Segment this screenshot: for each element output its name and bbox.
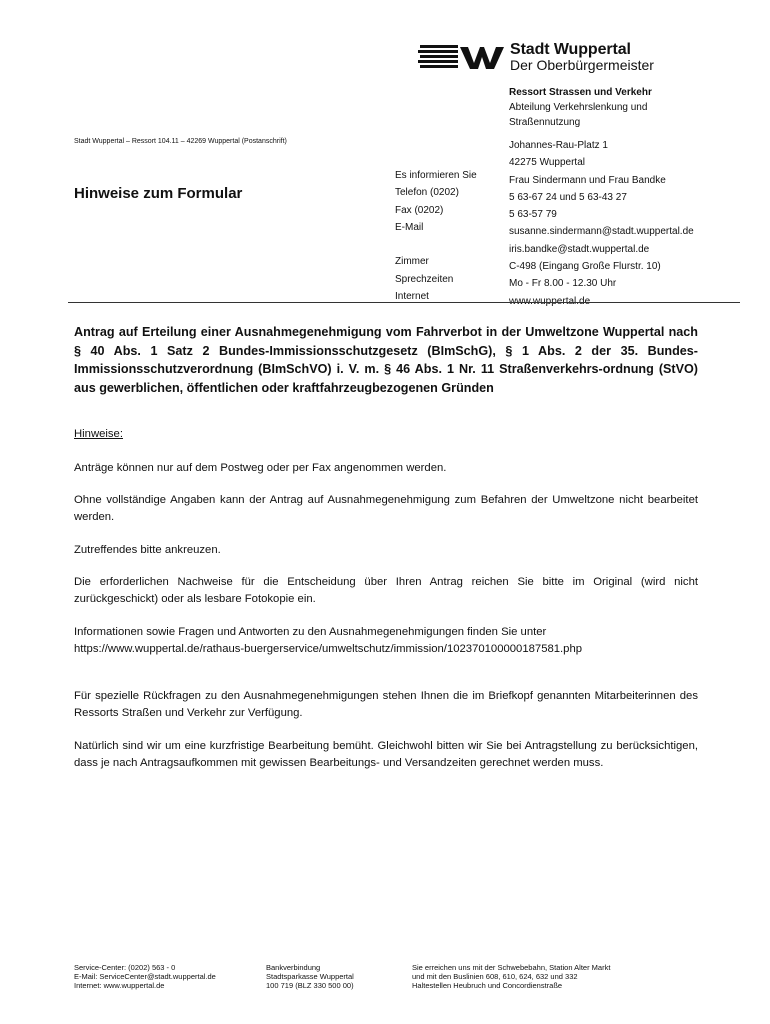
paragraph: Zutreffendes bitte ankreuzen. [74,544,221,556]
phone-number: 5 63-67 24 und 5 63-43 27 [509,191,627,203]
contact-labels [395,167,477,305]
fax-number: 5 63-57 79 [509,209,557,221]
contact-label: Es informieren Sie [395,170,477,181]
paragraph: Für spezielle Rückfragen zu den Ausnahmegenehmigungen stehen Ihnen die im Briefkopf genannten Mitarbeiterinnen des Ressorts Straßen und Verkehr zur Verfügung. [74,690,698,719]
document-title: Antrag auf Erteilung einer Ausnahmegenehmigung vom Fahrverbot in der Umweltzone Wuppertal nach § 40 Abs. 1 Satz 2 Bundes-Immissionsschutzgesetz (BImSchG), § 1 Abs. 2 der 35. Bundes-Immissionsschutzverordnung (BImSchVO) i. V. m. § 46 Abs. 1 Nr. 11 Straßenverkehrs-ordnung (StVO) aus gewerblichen, öffentlichen oder kraftfahrzeugbezogenen Gründen [74,325,698,395]
contact-label [395,236,477,253]
contact-label: Zimmer [395,256,429,268]
department-block [509,85,739,130]
paragraph: Ohne vollständige Angaben kann der Antrag auf Ausnahmegenehmigung zum Befahren der Umweltzone nicht bearbeitet werden. [74,494,698,523]
notes-heading: Hinweise: [74,428,123,440]
footer-line: Service-Center: (0202) 563 - 0 [74,963,176,972]
website-link[interactable]: www.wuppertal.de [509,295,591,307]
department-name: Ressort Strassen und Verkehr [509,87,652,98]
contact-label: Fax (0202) [395,204,444,216]
footer-line: Internet: www.wuppertal.de [74,981,165,990]
footer-line: und mit den Buslinien 608, 610, 624, 632 und 332 [412,972,578,981]
address-street: Johannes-Rau-Platz 1 [509,140,608,151]
room: C-498 (Eingang Große Flurstr. 10) [509,261,661,273]
contact-persons: Frau Sindermann und Frau Bandke [509,174,666,186]
department-line: Abteilung Verkehrslenkung und [509,102,648,113]
paragraph: Die erforderlichen Nachweise für die Entscheidung über Ihren Antrag reichen Sie bitte im Original (wird nicht zurückgeschickt) oder als lesbare Fotokopie ein. [74,576,698,605]
paragraph: Anträge können nur auf dem Postweg oder per Fax angenommen werden. [74,462,447,474]
contact-label: E-Mail [395,221,424,233]
contact-label: Telefon (0202) [395,187,459,199]
email-link[interactable]: susanne.sindermann@stadt.wuppertal.de [509,226,694,238]
contact-label: Sprechzeiten [395,273,454,285]
email-link[interactable]: iris.bandke@stadt.wuppertal.de [509,243,650,255]
wuppertal-logo-icon [418,43,506,71]
paragraph-with-link[interactable]: Informationen sowie Fragen und Antworten zu den Ausnahmegenehmigungen finden Sie unter https://www.wuppertal.de/rathaus-buergerservice/umweltschutz/immission/102370100000187581.php [74,626,583,655]
footer-bank [266,963,354,990]
paragraph: Natürlich sind wir um eine kurzfristige Bearbeitung bemüht. Gleichwohl bitten wir Sie bei Antragstellung zu berücksichtigen, dass je nach Antragsaufkommen mit gewissen Bearbeitungs- und Versandzeiten gerechnet werden muss. [74,740,698,769]
postal-address: Stadt Wuppertal – Ressort 104.11 – 42269 Wuppertal (Postanschrift) [74,138,287,145]
logo-subtitle: Der Oberbürgermeister [510,57,654,73]
footer-service-center [74,963,216,990]
footer-line: Bankverbindung [266,963,321,972]
contact-label: Internet [395,291,429,303]
form-title: Hinweise zum Formular [74,185,243,202]
footer-line: 100 719 (BLZ 330 500 00) [266,981,354,990]
footer-line: Haltestellen Heubruch und Concordienstraße [412,981,563,990]
footer-directions [412,963,610,990]
header-divider [68,302,740,303]
footer-line: Stadtsparkasse Wuppertal [266,972,354,981]
contact-values [509,137,694,310]
footer-line: E-Mail: ServiceCenter@stadt.wuppertal.de [74,972,216,981]
department-line: Straßennutzung [509,117,581,128]
address-city: 42275 Wuppertal [509,157,585,169]
logo-title: Stadt Wuppertal [510,41,631,58]
office-hours: Mo - Fr 8.00 - 12.30 Uhr [509,278,617,290]
city-logo [418,43,728,75]
footer-line: Sie erreichen uns mit der Schwebebahn, Station Alter Markt [412,963,611,972]
